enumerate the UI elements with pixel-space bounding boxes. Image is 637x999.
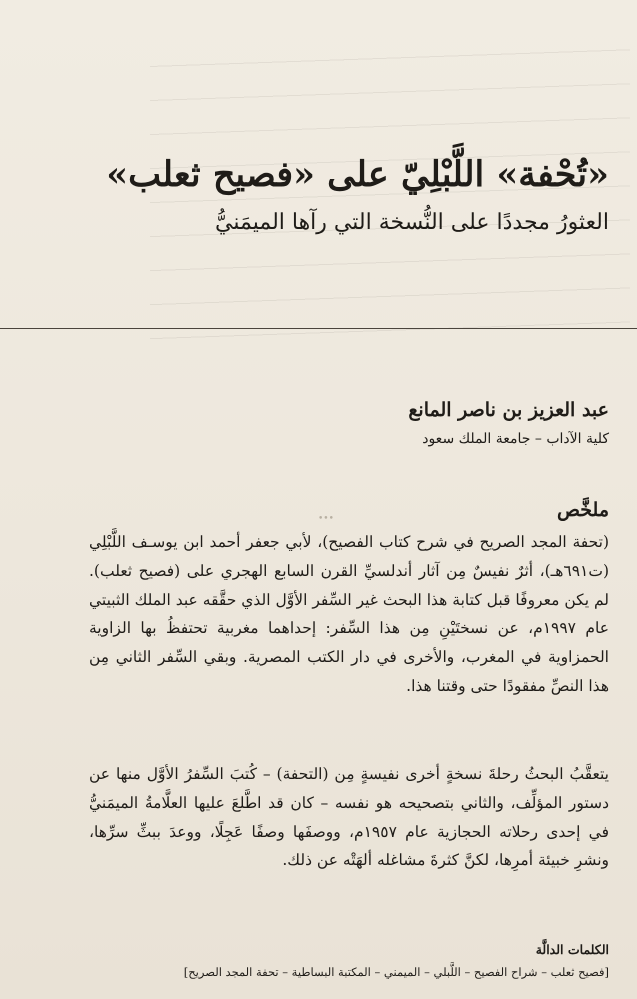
keywords-list: [فصيح ثعلب – شراح الفصيح – اللَّبلي – الميمني – المكتبة البساطية – تحفة المجد الصريح] (183, 965, 609, 979)
abstract-paragraph-2: يتعقَّبُ البحثُ رحلةَ نسخةٍ أخرى نفيسةٍ مِن (التحفة) – كُتبَ السِّفرُ الأوَّل منها عن دستور المؤلِّف، والثاني بتصحيحه هو نفسه – كان قد اطَّلعَ عليها العلَّامةُ الميمَنيُّ في إحدى رحلاته الحجازية عام ١٩٥٧م، ووصفَها وصفًا عَجِلًا، ووعدَ ببثِّ سرِّها، ونشرِ خبيئة أمرِها، لكنَّ كثرةَ مشاغله ألهَتْه عن ذلك. (89, 765, 610, 870)
keywords-heading: الكلمات الدالَّة (535, 942, 609, 957)
author-name: عبد العزيز بن ناصر المانع (408, 399, 609, 421)
article-subtitle: العثورُ مجددًا على النُّسخة التي رآها الميمَنيُّ (215, 210, 609, 235)
abstract-paragraph-1: (تحفة المجد الصريح في شرح كتاب الفصيح)، لأبي جعفر أحمد ابن يوسـف اللَّبْلِي (ت٦٩١هـ)، أثرٌ نفيسٌ مِن آثار أندلسيِّ القرن السابع الهجري على (فصيح ثعلب). لم يكن معروفًا قبل كتابة هذا البحث غير السِّفر الأوَّل الذي حقَّقه عبد الملك الثبيتي عام ١٩٩٧م، عن نسختَيْنِ مِن هذا السِّفر: إحداهما مغربية تحتفظُ بها الزاوية الحمزاوية في المغرب، والأخرى في دار الكتب المصرية. وبقي السِّفر الثاني مِن هذا النصِّ مفقودًا حتى وقتنا هذا. (89, 533, 609, 695)
ornament-dots-icon: ••• (318, 514, 334, 524)
title-divider (0, 328, 637, 329)
abstract-heading: ملخَّص (556, 499, 609, 521)
author-affiliation: كلية الآداب – جامعة الملك سعود (422, 431, 609, 447)
article-title: «تُحْفة» اللَّبْلِيّ على «فصيح ثعلب» (106, 154, 609, 195)
